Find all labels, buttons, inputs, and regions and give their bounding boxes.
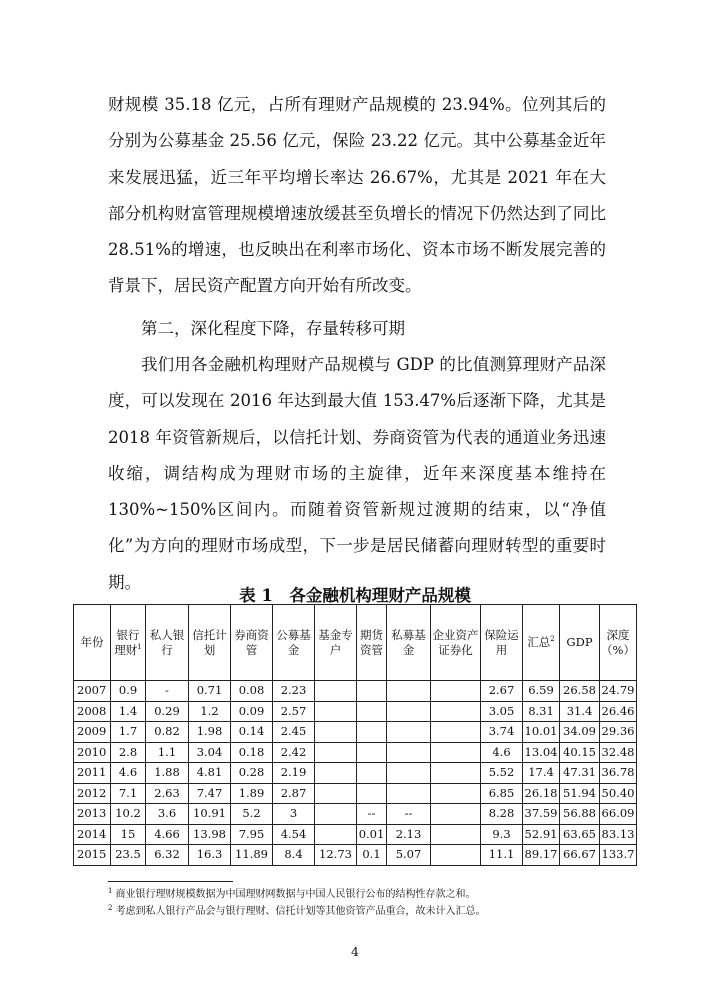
table-cell: 16.3 xyxy=(189,845,231,866)
table-cell: 3 xyxy=(273,804,315,825)
table-cell: 0.1 xyxy=(357,845,387,866)
table-cell: 34.09 xyxy=(560,722,600,743)
table-cell: 32.48 xyxy=(600,742,637,763)
column-header xyxy=(431,605,481,681)
table-cell: 0.82 xyxy=(146,722,189,743)
table-cell: 26.18 xyxy=(523,783,560,804)
table-cell: 0.28 xyxy=(231,763,273,784)
table-cell xyxy=(315,763,357,784)
column-header-label: 期货资管 xyxy=(360,627,383,657)
table-cell: 15 xyxy=(111,824,146,845)
table-cell: 24.79 xyxy=(600,681,637,702)
table-cell: 2014 xyxy=(74,824,111,845)
table-cell: 7.95 xyxy=(231,824,273,845)
table-cell: 1.1 xyxy=(146,742,189,763)
table-cell: 1.4 xyxy=(111,701,146,722)
table-title: 表 1 各金融机构理财产品规模 xyxy=(239,586,471,605)
table-cell: 3.05 xyxy=(481,701,523,722)
table-cell: 4.54 xyxy=(273,824,315,845)
table-cell: 4.66 xyxy=(146,824,189,845)
table-cell: 0.08 xyxy=(231,681,273,702)
footnote-separator xyxy=(108,881,233,882)
column-header xyxy=(481,605,523,681)
table-cell: 2.57 xyxy=(273,701,315,722)
column-header xyxy=(189,605,231,681)
column-header-label: 私人银行 xyxy=(149,627,185,657)
table-body xyxy=(74,681,637,866)
table-cell: 13.04 xyxy=(523,742,560,763)
column-header-label: 年份 xyxy=(80,635,104,649)
table-cell: 83.13 xyxy=(600,824,637,845)
table-cell xyxy=(431,824,481,845)
table-cell: 56.88 xyxy=(560,804,600,825)
table-cell xyxy=(357,722,387,743)
table-cell: 2.67 xyxy=(481,681,523,702)
table-cell xyxy=(431,804,481,825)
footnote-2-text: 考虑到私人银行产品会与银行理财、信托计划等其他资管产品重合，故未计入汇总。 xyxy=(115,906,486,917)
table-cell: 4.6 xyxy=(111,763,146,784)
table-header-row xyxy=(74,605,637,681)
table-cell: 47.31 xyxy=(560,763,600,784)
table-cell xyxy=(315,783,357,804)
table-cell: 1.2 xyxy=(189,701,231,722)
table-cell: 23.5 xyxy=(111,845,146,866)
table-container xyxy=(73,604,636,866)
table-cell: 12.73 xyxy=(315,845,357,866)
footnote-ref: 1 xyxy=(137,642,142,651)
table-cell xyxy=(431,701,481,722)
table-cell xyxy=(387,763,431,784)
table-row xyxy=(74,742,637,763)
table-cell: 3.74 xyxy=(481,722,523,743)
column-header-label: 汇总 xyxy=(527,635,551,649)
table-cell: 40.15 xyxy=(560,742,600,763)
table-cell: 17.4 xyxy=(523,763,560,784)
table-cell: 11.1 xyxy=(481,845,523,866)
table-row xyxy=(74,783,637,804)
table-cell: 6.32 xyxy=(146,845,189,866)
footnote-2 xyxy=(108,902,485,917)
table-cell xyxy=(431,722,481,743)
table-cell: 7.1 xyxy=(111,783,146,804)
table-cell: 4.6 xyxy=(481,742,523,763)
table-cell: 1.89 xyxy=(231,783,273,804)
table-cell: 63.65 xyxy=(560,824,600,845)
table-cell: 66.67 xyxy=(560,845,600,866)
table-row xyxy=(74,804,637,825)
column-header xyxy=(146,605,189,681)
table-cell: 2007 xyxy=(74,681,111,702)
table-cell: 5.52 xyxy=(481,763,523,784)
table-cell: 9.3 xyxy=(481,824,523,845)
column-header xyxy=(600,605,637,681)
table-row xyxy=(74,681,637,702)
table-cell: -- xyxy=(387,804,431,825)
table-cell: 6.85 xyxy=(481,783,523,804)
table-cell: 2008 xyxy=(74,701,111,722)
table-cell xyxy=(387,722,431,743)
table-cell xyxy=(431,681,481,702)
table-cell xyxy=(357,681,387,702)
table-cell: 10.91 xyxy=(189,804,231,825)
column-header-label: 深度（%） xyxy=(601,627,635,657)
table-cell: 36.78 xyxy=(600,763,637,784)
table-cell: 6.59 xyxy=(523,681,560,702)
table-cell xyxy=(315,701,357,722)
table-cell: 26.46 xyxy=(600,701,637,722)
table-cell xyxy=(387,701,431,722)
table-cell: 1.7 xyxy=(111,722,146,743)
table-cell: 8.31 xyxy=(523,701,560,722)
column-header-label: 公募基金 xyxy=(276,627,311,657)
table-cell xyxy=(387,742,431,763)
column-header xyxy=(523,605,560,681)
table-cell xyxy=(357,701,387,722)
table-cell: 52.91 xyxy=(523,824,560,845)
table-cell: 2.13 xyxy=(387,824,431,845)
body-paragraph-2: 我们用各金融机构理财产品规模与 GDP 的比值测算理财产品深度，可以发现在 2016 年达到最大值 153.47%后逐渐下降，尤其是 2018 年资管新规后，以信托计划、券商资管为代表的通道业务迅速收缩，调结构成为理财市场的主旋律，近年来深度基本维持在 130%~150%区间内。而随着资管新规过渡期的结束，以“净值化”为方向的理财市场成型，下一步是居民储蓄向理财转型的重要时期。 xyxy=(108,355,606,592)
table-cell xyxy=(431,763,481,784)
table-row xyxy=(74,824,637,845)
footnote-1-mark: 1 xyxy=(108,886,113,895)
column-header xyxy=(111,605,146,681)
table-cell: 2.19 xyxy=(273,763,315,784)
table-cell: 51.94 xyxy=(560,783,600,804)
section-heading: 第二，深化程度下降，存量转移可期 xyxy=(141,319,405,338)
table-cell: 2015 xyxy=(74,845,111,866)
table-cell: 29.36 xyxy=(600,722,637,743)
table-cell: 50.40 xyxy=(600,783,637,804)
column-header xyxy=(231,605,273,681)
column-header xyxy=(315,605,357,681)
table-cell: 2013 xyxy=(74,804,111,825)
table-cell: 10.2 xyxy=(111,804,146,825)
table-cell: 3.04 xyxy=(189,742,231,763)
table-cell: 2009 xyxy=(74,722,111,743)
table-cell xyxy=(431,783,481,804)
table-cell: 37.59 xyxy=(523,804,560,825)
column-header-label: 券商资管 xyxy=(234,627,269,657)
table-cell: 13.98 xyxy=(189,824,231,845)
column-header xyxy=(273,605,315,681)
table-cell: 0.71 xyxy=(189,681,231,702)
table-cell: 2.45 xyxy=(273,722,315,743)
table-cell xyxy=(315,824,357,845)
table-cell: 8.4 xyxy=(273,845,315,866)
table-cell xyxy=(315,681,357,702)
column-header-label: 保险运用 xyxy=(484,627,519,657)
table-row xyxy=(74,845,637,866)
footnote-2-mark: 2 xyxy=(108,903,113,912)
table-cell: 2011 xyxy=(74,763,111,784)
table-cell: 5.07 xyxy=(387,845,431,866)
column-header xyxy=(74,605,111,681)
table-cell: 26.58 xyxy=(560,681,600,702)
table-cell xyxy=(387,681,431,702)
table-cell: 0.01 xyxy=(357,824,387,845)
table-cell: -- xyxy=(357,804,387,825)
table-cell: 2012 xyxy=(74,783,111,804)
table-cell: 2.23 xyxy=(273,681,315,702)
table-cell xyxy=(431,845,481,866)
table-cell xyxy=(357,742,387,763)
footnote-1 xyxy=(108,885,475,900)
table-cell: 11.89 xyxy=(231,845,273,866)
table-cell: 10.01 xyxy=(523,722,560,743)
table-cell: 5.2 xyxy=(231,804,273,825)
table-cell: 7.47 xyxy=(189,783,231,804)
table-cell: 3.6 xyxy=(146,804,189,825)
table-cell xyxy=(357,783,387,804)
table-row xyxy=(74,763,637,784)
column-header-label: 私募基金 xyxy=(391,627,426,657)
column-header xyxy=(357,605,387,681)
table-cell xyxy=(431,742,481,763)
table-row xyxy=(74,701,637,722)
table-cell xyxy=(315,804,357,825)
table-cell xyxy=(387,783,431,804)
table-cell: 0.29 xyxy=(146,701,189,722)
table-cell: 0.09 xyxy=(231,701,273,722)
table-cell: 31.4 xyxy=(560,701,600,722)
table-cell: 2.87 xyxy=(273,783,315,804)
table-cell: 8.28 xyxy=(481,804,523,825)
table-cell: 1.88 xyxy=(146,763,189,784)
table-cell xyxy=(357,763,387,784)
table-cell: - xyxy=(146,681,189,702)
table-cell: 0.9 xyxy=(111,681,146,702)
table-cell: 2.42 xyxy=(273,742,315,763)
table-cell: 0.14 xyxy=(231,722,273,743)
page-number: 4 xyxy=(351,944,359,959)
footnote-1-text: 商业银行理财规模数据为中国理财网数据与中国人民银行公布的结构性存款之和。 xyxy=(115,889,476,900)
column-header-label: 基金专户 xyxy=(318,627,353,657)
table-cell: 2.8 xyxy=(111,742,146,763)
table-cell: 0.18 xyxy=(231,742,273,763)
table-cell: 4.81 xyxy=(189,763,231,784)
column-header xyxy=(387,605,431,681)
table-cell xyxy=(315,722,357,743)
column-header-label: GDP xyxy=(566,635,593,649)
table-cell: 2010 xyxy=(74,742,111,763)
table-cell: 2.63 xyxy=(146,783,189,804)
column-header-label: 企业资产证券化 xyxy=(432,627,479,657)
table-cell xyxy=(315,742,357,763)
table-cell: 1.98 xyxy=(189,722,231,743)
footnote-ref: 2 xyxy=(550,635,555,644)
financial-products-table xyxy=(73,604,637,866)
body-paragraph-1: 财规模 35.18 亿元，占所有理财产品规模的 23.94%。位列其后的分别为公募基金 25.56 亿元，保险 23.22 亿元。其中公募基金近年来发展迅猛，近三年平均增长率达 26.67%，尤其是 2021 年在大部分机构财富管理规模增速放缓甚至负增长的情况下仍然达到了同比 28.51%的增速，也反映出在利率市场化、资本市场不断发展完善的背景下，居民资产配置方向开始有所改变。 xyxy=(108,95,606,296)
column-header xyxy=(560,605,600,681)
table-cell: 66.09 xyxy=(600,804,637,825)
table-cell: 89.17 xyxy=(523,845,560,866)
column-header-label: 银行理财 xyxy=(114,627,140,657)
table-cell: 133.7 xyxy=(600,845,637,866)
table-row xyxy=(74,722,637,743)
column-header-label: 信托计划 xyxy=(192,627,227,657)
